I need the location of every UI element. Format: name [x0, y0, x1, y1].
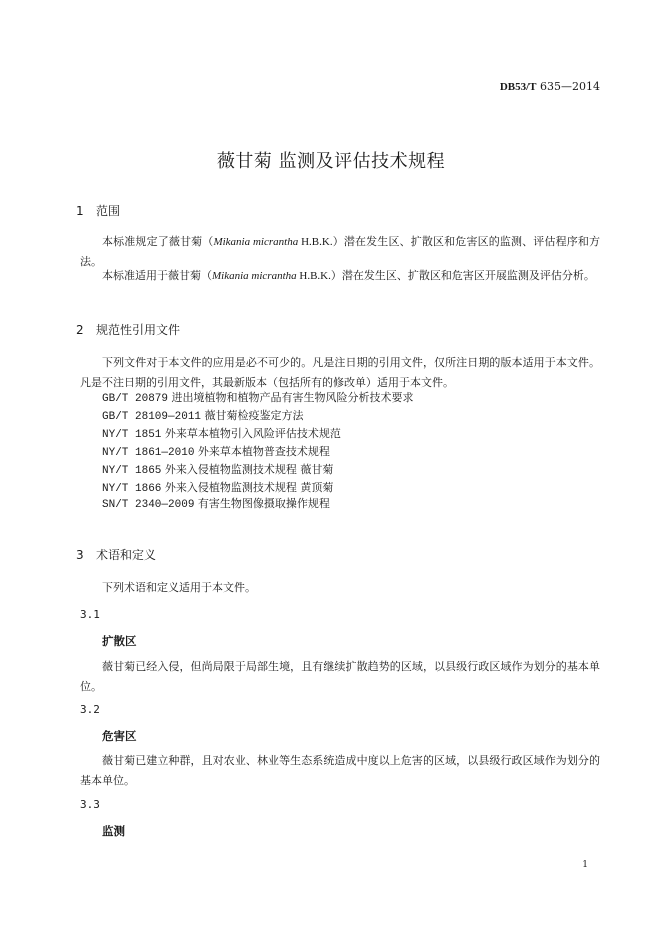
page-number: 1 — [582, 860, 588, 870]
term-number: 3.2 — [80, 703, 100, 716]
term-number: 3.1 — [80, 608, 100, 621]
reference-item: NY/T 1866 外来入侵植物监测技术规程 黄顶菊 — [102, 481, 334, 495]
term-name: 监测 — [102, 824, 125, 838]
term-definition: 薇甘菊已经入侵，但尚局限于局部生境，且有继续扩散趋势的区域，以县级行政区域作为划分的基本单位。 — [80, 660, 600, 693]
standard-code — [500, 80, 600, 93]
scope-paragraph-1: 本标准规定了薇甘菊（Mikania micrantha H.B.K.）潜在发生区、扩散区和危害区的监测、评估程序和方法。 — [80, 235, 601, 268]
section-1-heading — [76, 202, 120, 219]
reference-item: NY/T 1865 外来入侵植物监测技术规程 薇甘菊 — [102, 463, 334, 477]
term-definition: 薇甘菊已建立种群，且对农业、林业等生态系统造成中度以上危害的区域，以县级行政区域作为划分的基本单位。 — [80, 754, 600, 787]
term-name: 危害区 — [102, 729, 137, 743]
reference-item: NY/T 1851 外来草本植物引入风险评估技术规范 — [102, 427, 341, 441]
normative-intro: 下列文件对于本文件的应用是必不可少的。凡是注日期的引用文件，仅所注日期的版本适用于本文件。凡是不注日期的引用文件，其最新版本（包括所有的修改单）适用于本文件。 — [80, 356, 600, 389]
section-number: 2 — [76, 323, 84, 337]
standard-prefix: DB53/T — [499, 81, 537, 93]
section-title: 范围 — [96, 204, 121, 218]
terms-intro: 下列术语和定义适用于本文件。 — [102, 581, 256, 594]
section-number: 1 — [76, 204, 84, 218]
section-title: 规范性引用文件 — [96, 323, 181, 337]
section-3-heading — [76, 546, 156, 563]
section-title: 术语和定义 — [96, 548, 157, 562]
reference-item: NY/T 1861—2010 外来草本植物普查技术规程 — [102, 445, 330, 459]
reference-item: GB/T 20879 进出境植物和植物产品有害生物风险分析技术要求 — [102, 391, 414, 405]
document-title: 薇甘菊 监测及评估技术规程 — [216, 151, 446, 172]
section-number: 3 — [76, 548, 84, 562]
scope-paragraph-2: 本标准适用于薇甘菊（Mikania micrantha H.B.K.）潜在发生区、扩散区和危害区开展监测及评估分析。 — [102, 269, 595, 282]
reference-item: GB/T 28109—2011 薇甘菊检疫鉴定方法 — [102, 409, 304, 423]
reference-item: SN/T 2340—2009 有害生物图像摄取操作规程 — [102, 497, 330, 511]
species-name: Mikania micrantha — [213, 236, 299, 248]
section-2-heading — [76, 321, 180, 338]
species-name: Mikania micrantha — [212, 270, 297, 282]
term-number: 3.3 — [80, 798, 100, 811]
term-name: 扩散区 — [102, 634, 137, 648]
standard-number: 635—2014 — [540, 80, 600, 93]
